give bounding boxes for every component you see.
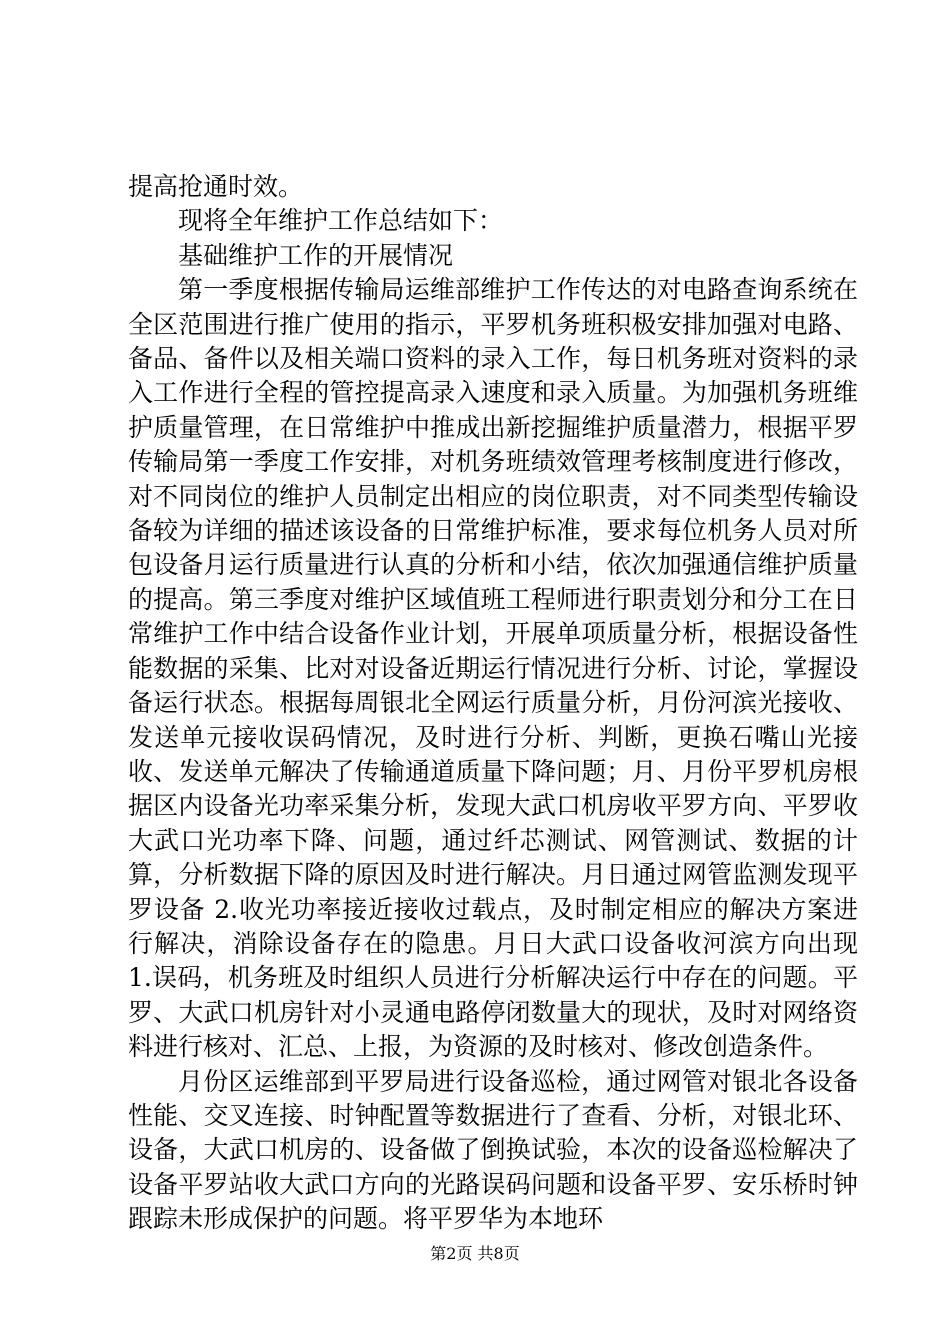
section-heading: 基础维护工作的开展情况 [178,240,454,270]
page-footer: 第2页 共8页 [430,1244,520,1263]
document-body [128,170,858,1237]
paragraph-intro: 现将全年维护工作总结如下： [178,206,504,236]
paragraph-continuation: 提高抢通时效。 [128,172,304,201]
paragraph-body: 月份区运维部到平罗局进行设备巡检，通过网管对银北各设备性能、交叉连接、时钟配置等数据进行了查看、分析，对银北环、设备，大武口机房的、设备做了倒换试验，本次的设备巡检解决了设备平罗站收大武口方向的光路误码问题和设备平罗、安乐桥时钟跟踪未形成保护的问题。将平罗华为本地环 [128,1066,858,1234]
paragraph-body: 第一季度根据传输局运维部维护工作传达的对电路查询系统在全区范围进行推广使用的指示，平罗机务班积极安排加强对电路、备品、备件以及相关端口资料的录入工作，每日机务班对资料的录入工作进行全程的管控提高录入速度和录入质量。为加强机务班维护质量管理，在日常维护中推成出新挖掘维护质量潜力，根据平罗传输局第一季度工作安排，对机务班绩效管理考核制度进行修改，对不同岗位的维护人员制定出相应的岗位职责，对不同类型传输设备较为详细的描述该设备的日常维护标准，要求每位机务人员对所包设备月运行质量进行认真的分析和小结，依次加强通信维护质量的提高。第三季度对维护区域值班工程师进行职责划分和分工在日常维护工作中结合设备作业计划，开展单项质量分析，根据设备性能数据的采集、比对对设备近期运行情况进行分析、讨论，掌握设备运行状态。根据每周银北全网运行质量分析，月份河滨光接收、发送单元接收误码情况，及时进行分析、判断，更换石嘴山光接收、发送单元解决了传输通道质量下降问题；月、月份平罗机房根据区内设备光功率采集分析，发现大武口机房收平罗方向、平罗收大武口光功率下降、问题，通过纤芯测试、网管测试、数据的计算，分析数据下降的原因及时进行解决。月日通过网管监测发现平罗设备 2.收光功率接近接收过载点，及时制定相应的解决方案进行解决，消除设备存在的隐患。月日大武口设备收河滨方向出现 1.误码，机务班及时组织人员进行分析解决运行中存在的问题。平罗、大武口机房针对小灵通电路停闭数量大的现状，及时对网络资料进行核对、汇总、上报，为资源的及时核对、修改创造条件。 [128,275,858,1062]
